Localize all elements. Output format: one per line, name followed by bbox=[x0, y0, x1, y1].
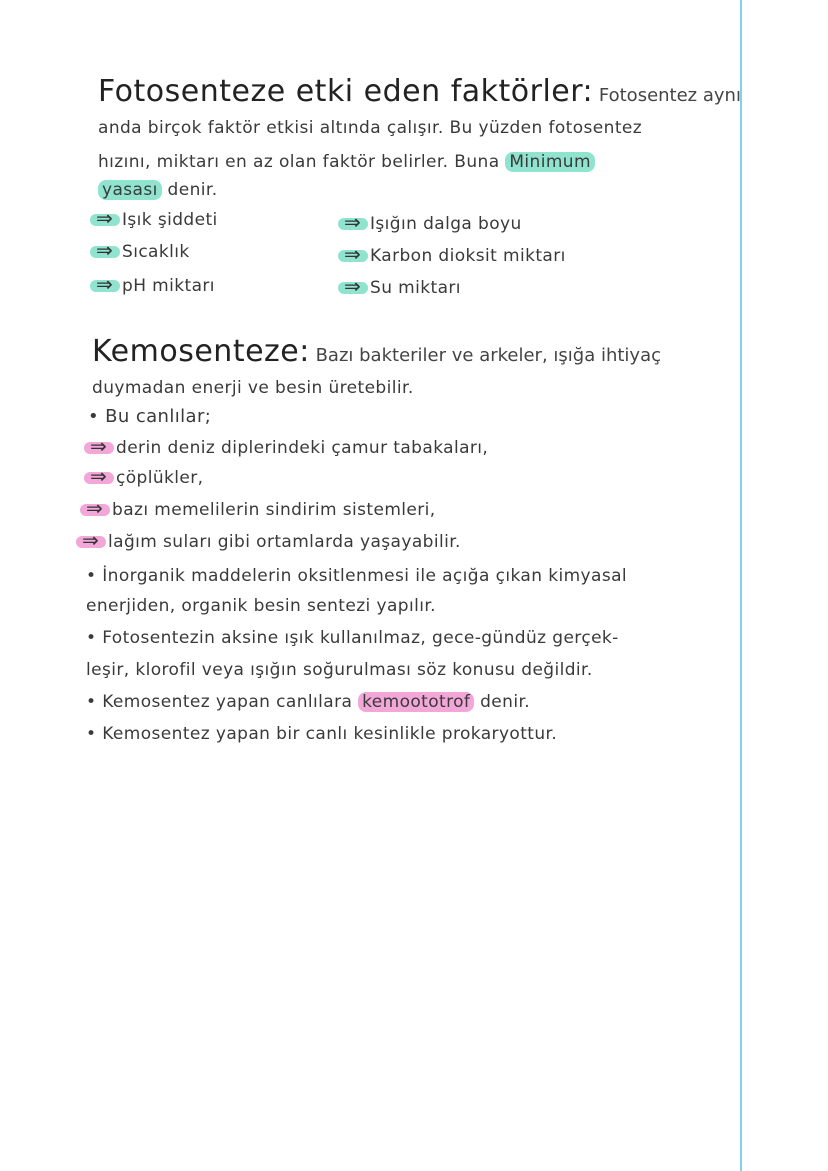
arrow-icon bbox=[90, 214, 120, 226]
bullet1-line1 bbox=[86, 566, 627, 586]
arrow-icon bbox=[80, 504, 110, 516]
arrow-icon bbox=[90, 280, 120, 292]
arrow-icon bbox=[338, 282, 368, 294]
bullet-icon: • bbox=[86, 724, 103, 744]
bullet-icon: • bbox=[86, 692, 103, 712]
factor-item-left bbox=[90, 242, 190, 262]
bullet1-text: İnorganik maddelerin oksitlenmesi ile açığa çıkan kimyasal bbox=[102, 566, 628, 586]
arrow-icon bbox=[84, 442, 114, 454]
bullet2-line1 bbox=[86, 628, 619, 648]
arrow-icon bbox=[76, 536, 106, 548]
factor-label: Karbon dioksit miktarı bbox=[370, 246, 566, 266]
section1-intro-line4 bbox=[98, 180, 218, 200]
bullet1-line2: enerjiden, organik besin sentezi yapılır. bbox=[86, 596, 436, 616]
factor-label: Su miktarı bbox=[370, 278, 461, 298]
arrow-icon bbox=[338, 218, 368, 230]
bullet-icon: • bbox=[86, 566, 103, 586]
yasasi-highlight: yasası bbox=[98, 180, 162, 200]
bullet3 bbox=[86, 692, 530, 712]
habitat-label: lağım suları gibi ortamlarda yaşayabilir. bbox=[108, 532, 461, 552]
section1-intro-line3 bbox=[98, 152, 595, 172]
section1-intro-line1: Fotosentez aynı bbox=[593, 85, 741, 106]
section1-title-line bbox=[98, 74, 741, 109]
section2-intro-line1: Bazı bakteriler ve arkeler, ışığa ihtiyaç bbox=[309, 345, 661, 366]
bullet4 bbox=[86, 724, 557, 744]
section1-title: Fotosenteze etki eden faktörler: bbox=[98, 74, 594, 109]
factor-label: Işığın dalga boyu bbox=[370, 214, 522, 234]
habitat-item bbox=[84, 438, 488, 458]
habitat-label: bazı memelilerin sindirim sistemleri, bbox=[112, 500, 436, 520]
factor-label: Sıcaklık bbox=[122, 242, 190, 262]
section2-intro-line2: duymadan enerji ve besin üretebilir. bbox=[92, 378, 414, 398]
section1-intro-line4-text: denir. bbox=[161, 180, 218, 200]
list-intro-text: Bu canlılar; bbox=[105, 406, 212, 427]
factor-item-right bbox=[338, 278, 461, 298]
factor-item-left bbox=[90, 210, 218, 230]
habitat-item bbox=[80, 500, 436, 520]
habitat-item bbox=[84, 468, 203, 488]
bullet3-rest: denir. bbox=[474, 692, 531, 712]
habitat-item bbox=[76, 532, 461, 552]
bullet-icon: • bbox=[88, 406, 106, 427]
bullet-icon: • bbox=[86, 628, 103, 648]
factor-item-left bbox=[90, 276, 215, 296]
section1-intro-line2: anda birçok faktör etkisi altında çalışır. Bu yüzden fotosentez bbox=[98, 118, 643, 138]
habitat-label: derin deniz diplerindeki çamur tabakaları, bbox=[116, 438, 489, 458]
margin-line bbox=[740, 0, 742, 1171]
section2-title: Kemosenteze: bbox=[92, 334, 310, 369]
bullet2-line2: leşir, klorofil veya ışığın soğurulması söz konusu değildir. bbox=[86, 660, 593, 680]
factor-item-right bbox=[338, 214, 522, 234]
arrow-icon bbox=[90, 246, 120, 258]
factor-label: Işık şiddeti bbox=[122, 210, 218, 230]
section1-intro-line3-text: hızını, miktarı en az olan faktör belirler. Buna bbox=[98, 152, 506, 172]
arrow-icon bbox=[338, 250, 368, 262]
kemoototrof-highlight: kemoototrof bbox=[358, 692, 474, 712]
factor-label: pH miktarı bbox=[122, 276, 215, 296]
habitat-label: çöplükler, bbox=[116, 468, 204, 488]
bullet2-text: Fotosentezin aksine ışık kullanılmaz, gece-gündüz gerçek- bbox=[102, 628, 619, 648]
arrow-icon bbox=[84, 472, 114, 484]
bullet3-text: Kemosentez yapan canlılara bbox=[102, 692, 359, 712]
minimum-highlight: Minimum bbox=[505, 152, 595, 172]
factor-item-right bbox=[338, 246, 566, 266]
section2-title-line bbox=[92, 334, 661, 369]
bullet4-text: Kemosentez yapan bir canlı kesinlikle prokaryottur. bbox=[102, 724, 558, 744]
section2-list-intro bbox=[88, 406, 211, 427]
